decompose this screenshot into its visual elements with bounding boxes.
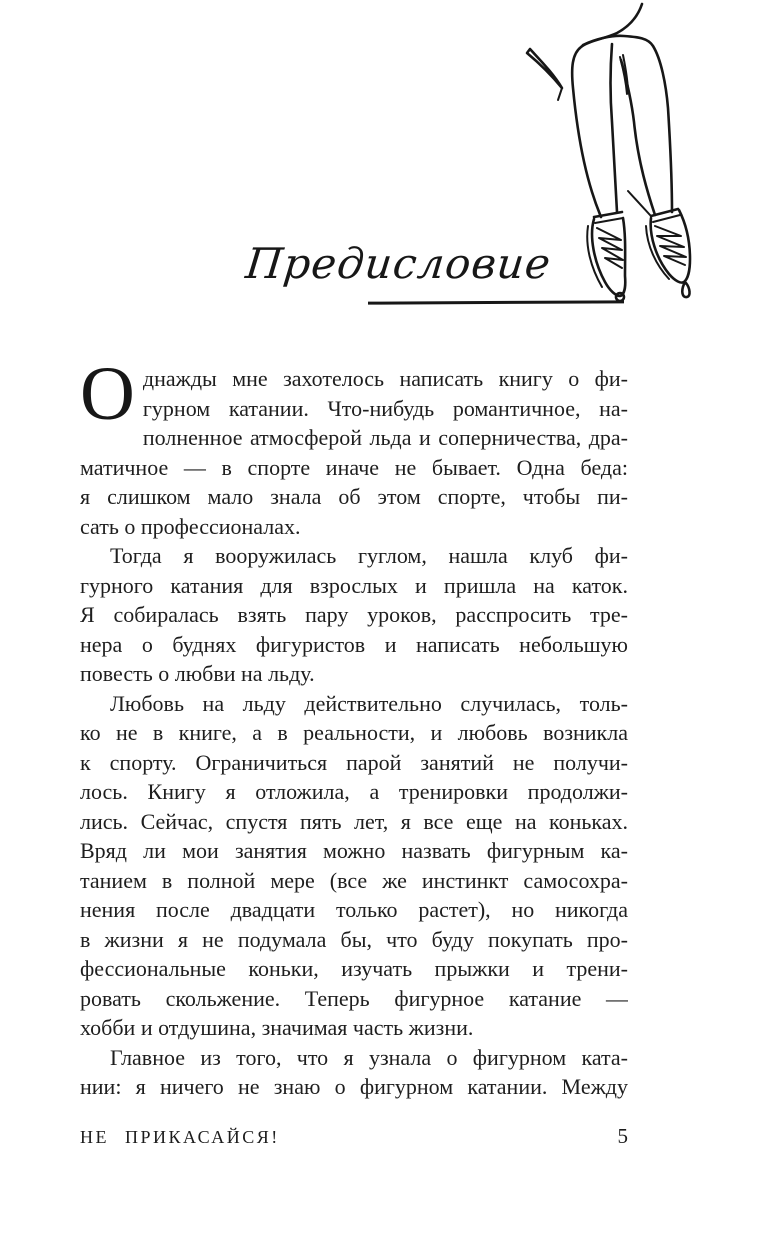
running-title: НЕ ПРИКАСАЙСЯ! — [80, 1127, 280, 1147]
blade-stroke — [527, 49, 562, 88]
body-line: Вряд ли мои занятия можно назвать фигурным ка- — [80, 838, 628, 863]
body-text — [80, 352, 628, 1102]
page-number: 5 — [617, 1124, 628, 1148]
body-line: нии: я ничего не знаю о фигурном катании. Между — [80, 1074, 628, 1099]
back-leg-left-contour — [621, 60, 655, 215]
drop-cap: О — [80, 352, 135, 436]
body-line: ровать скольжение. Теперь фигурное катание — — [80, 985, 628, 1011]
right-skate-toe-pick — [682, 283, 689, 297]
body-line: Главное из того, что я узнала о фигурном ката- — [110, 1044, 628, 1070]
body-line: нера о буднях фигуристов и написать небольшую — [80, 631, 628, 657]
body-line: Любовь на льду действительно случилась, толь- — [110, 690, 628, 716]
body-line: лись. Сейчас, спустя пять лет, я все еще на коньках. — [80, 808, 628, 834]
body-line: ко не в книге, а в реальности, и любовь возникла — [80, 720, 628, 745]
page-footer — [80, 1124, 628, 1149]
body-line: повесть о любви на льду. — [80, 661, 315, 686]
body-line: я слишком мало знала об этом спорте, чтобы пи- — [80, 484, 628, 509]
body-line: днажды мне захотелось написать книгу о фи- — [142, 366, 628, 391]
body-line: сать о профессионалах. — [80, 513, 301, 539]
chapter-title: Предисловие — [243, 239, 554, 288]
front-leg-right-contour — [611, 44, 618, 212]
body-line: фессиональные коньки, изучать прыжки и трени- — [80, 956, 628, 981]
body-line: гурном катании. Что-нибудь романтичное, на- — [142, 395, 628, 421]
body-line: матичное — в спорте иначе не бывает. Одна беда: — [80, 454, 628, 480]
left-skate-boot — [592, 218, 625, 296]
body-line: в жизни я не подумала бы, что буду покупать про- — [80, 926, 628, 952]
left-skate-laces — [597, 228, 623, 268]
paragraphs-container — [80, 352, 628, 1102]
body-line: нения после двадцати только растет), но никогда — [80, 897, 628, 922]
back-leg-right-contour — [583, 36, 672, 212]
body-line: Тогда я вооружилась гуглом, нашла клуб фи- — [110, 543, 628, 568]
body-line: лось. Книгу я отложила, а тренировки продолжи- — [80, 779, 628, 804]
body-line: танием в полной мере (все же инстинкт самосохра- — [80, 867, 628, 893]
body-line: гурного катания для взрослых и пришла на каток. — [80, 572, 628, 598]
body-line: к спорту. Ограничиться парой занятий не получи- — [80, 749, 628, 775]
body-line: полненное атмосферой льда и соперничества, дра- — [142, 425, 628, 450]
body-line: Я собиралась взять пару уроков, расспросить тре- — [80, 602, 628, 627]
body-line: хобби и отдушина, значимая часть жизни. — [80, 1015, 474, 1040]
